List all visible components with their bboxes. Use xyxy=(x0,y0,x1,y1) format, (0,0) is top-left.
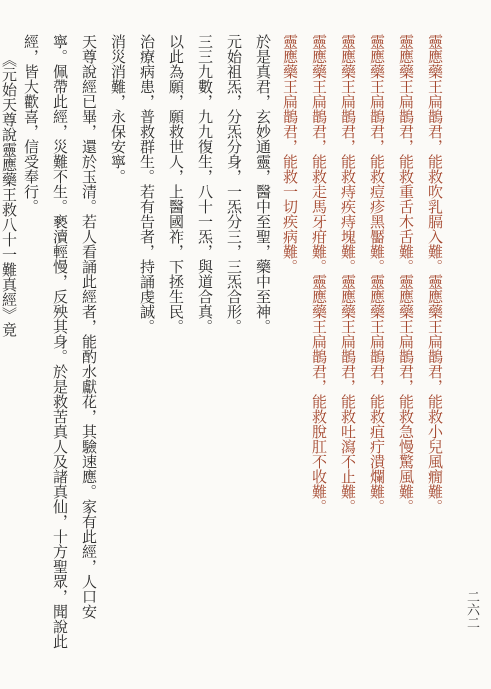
scripture-column: 治療病患，普救群生。若有告者，持誦虔誠。 xyxy=(138,34,156,334)
scripture-column: 於是真君，玄妙通靈，醫中至聖，藥中至神。 xyxy=(254,34,272,334)
scripture-column: 靈應藥王扁鵲君，能救走馬牙疳難。靈應藥王扁鵲君，能救脫肛不收難。 xyxy=(310,34,328,514)
scripture-column: 靈應藥王扁鵲君，能救重舌木舌難。靈應藥王扁鵲君，能救急慢驚風難。 xyxy=(397,34,415,514)
scripture-column: 經，皆大歡喜，信受奉行。 xyxy=(22,34,40,214)
scripture-column: 三三九數，九九復生，八十一炁，與道合真。 xyxy=(196,34,214,334)
scripture-column: 天尊說經已畢，還於玉清。若人看誦此經者，能酌水獻花，其驗速應。家有此經，人口安 xyxy=(80,34,98,619)
scripture-column: 寧。佩帶此經，災難不生。褻瀆輕慢，反殃其身。於是救苦真人及諸真仙，十方聖眾，聞說此 xyxy=(51,34,69,649)
scripture-column: 靈應藥王扁鵲君，能救痔疾痔塊難。靈應藥王扁鵲君，能救吐瀉不止難。 xyxy=(339,34,357,514)
scripture-column: 靈應藥王扁鵲君，能救吹乳膈入難。靈應藥王扁鵲君，能救小兒風癇難。 xyxy=(426,34,444,514)
page-number: 二六二 xyxy=(464,590,479,629)
scripture-column: 靈應藥王扁鵲君，能救一切疾病難。 xyxy=(281,34,299,274)
scripture-column: 以此為願，願救世人，上醫國祚，下拯生民。 xyxy=(167,34,185,334)
scripture-column: 消災消難，永保安寧。 xyxy=(109,34,127,184)
scripture-column: 元始祖炁，分炁分身，一炁分三，三炁合形。 xyxy=(225,34,243,334)
scripture-column: 靈應藥王扁鵲君，能救痘疹黑靨難。靈應藥王扁鵲君，能救疽疔潰爛難。 xyxy=(368,34,386,514)
scripture-title-end: 《元始天尊說靈應藥王救八十一難真經》竟 xyxy=(0,52,18,337)
